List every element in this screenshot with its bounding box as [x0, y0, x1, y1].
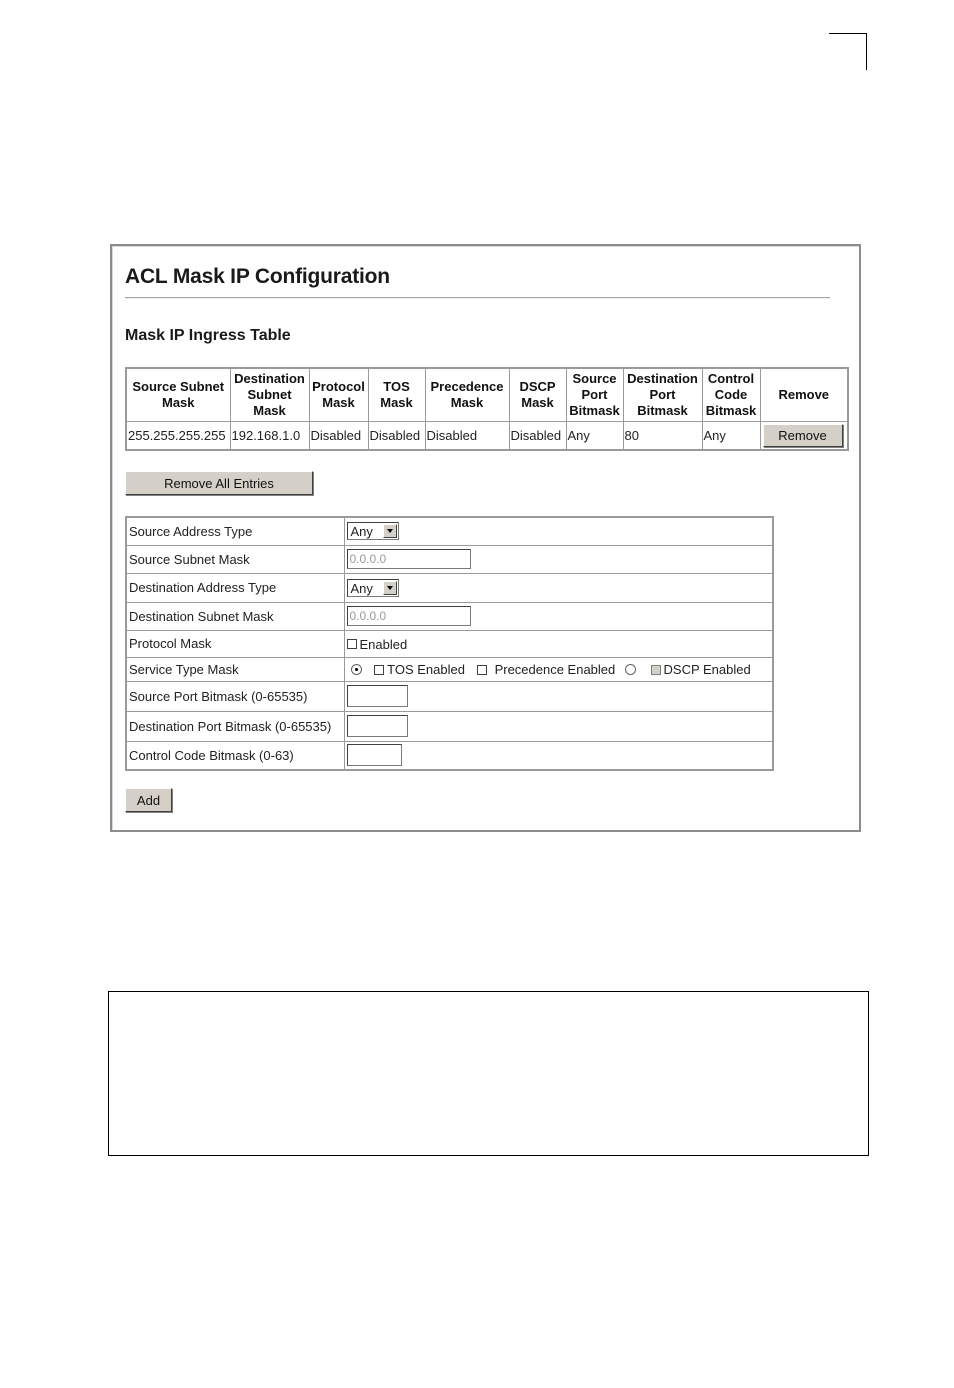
source-port-bitmask-input[interactable] — [347, 685, 408, 707]
form-row-destination-port-bitmask — [126, 711, 773, 741]
cell-control-code-bitmask: Any — [702, 422, 760, 451]
cell-source-port-bitmask: Any — [566, 422, 623, 451]
mask-entry-form — [125, 516, 774, 771]
control-code-bitmask-label: Control Code Bitmask (0-63) — [126, 741, 344, 770]
header-protocol-mask: Protocol Mask — [309, 368, 368, 422]
cell-source-subnet-mask: 255.255.255.255 — [126, 422, 230, 451]
header-source-subnet-mask: Source Subnet Mask — [126, 368, 230, 422]
header-tos-mask: TOS Mask — [368, 368, 425, 422]
service-type-mask-label: Service Type Mask — [126, 657, 344, 681]
mask-ip-ingress-table — [125, 367, 849, 451]
header-destination-subnet-mask: Destination Subnet Mask — [230, 368, 309, 422]
empty-text-box — [108, 991, 869, 1156]
section-title: Mask IP Ingress Table — [125, 327, 291, 344]
remove-row-button[interactable]: Remove — [763, 424, 843, 447]
remove-all-entries-button[interactable]: Remove All Entries — [125, 471, 313, 495]
destination-port-bitmask-label: Destination Port Bitmask (0-65535) — [126, 711, 344, 741]
source-subnet-mask-input[interactable]: 0.0.0.0 — [347, 549, 471, 569]
form-row-source-subnet-mask — [126, 545, 773, 573]
destination-subnet-mask-input[interactable]: 0.0.0.0 — [347, 606, 471, 626]
page-corner-mark — [829, 33, 867, 70]
control-code-bitmask-input[interactable] — [347, 744, 402, 766]
destination-address-type-select[interactable] — [347, 579, 399, 597]
cell-remove — [760, 422, 848, 451]
cell-destination-subnet-mask: 192.168.1.0 — [230, 422, 309, 451]
cell-destination-port-bitmask: 80 — [623, 422, 702, 451]
dscp-enabled-checkbox[interactable] — [651, 665, 661, 675]
form-row-control-code-bitmask — [126, 741, 773, 770]
header-source-port-bitmask: Source Port Bitmask — [566, 368, 623, 422]
protocol-mask-label: Protocol Mask — [126, 630, 344, 657]
header-destination-port-bitmask: Destination Port Bitmask — [623, 368, 702, 422]
cell-tos-mask: Disabled — [368, 422, 425, 451]
form-row-destination-subnet-mask — [126, 602, 773, 630]
form-row-service-type-mask — [126, 657, 773, 681]
source-address-type-select[interactable] — [347, 522, 399, 540]
form-row-source-port-bitmask — [126, 681, 773, 711]
protocol-mask-option-label: Enabled — [359, 636, 408, 652]
header-remove: Remove — [760, 368, 848, 422]
table-row — [126, 422, 848, 451]
destination-address-type-label: Destination Address Type — [126, 573, 344, 602]
destination-port-bitmask-input[interactable] — [347, 715, 408, 737]
destination-subnet-mask-label: Destination Subnet Mask — [126, 602, 344, 630]
protocol-mask-checkbox[interactable] — [347, 639, 357, 649]
source-address-type-value: Any — [350, 524, 373, 540]
source-port-bitmask-label: Source Port Bitmask (0-65535) — [126, 681, 344, 711]
cell-dscp-mask: Disabled — [509, 422, 566, 451]
destination-address-type-value: Any — [350, 580, 373, 596]
source-subnet-mask-label: Source Subnet Mask — [126, 545, 344, 573]
precedence-enabled-checkbox[interactable] — [477, 665, 487, 675]
form-row-source-address-type — [126, 517, 773, 545]
header-control-code-bitmask: Control Code Bitmask — [702, 368, 760, 422]
source-address-type-label: Source Address Type — [126, 517, 344, 545]
cell-precedence-mask: Disabled — [425, 422, 509, 451]
acl-mask-ip-panel — [110, 244, 861, 832]
title-divider — [125, 297, 830, 299]
cell-protocol-mask: Disabled — [309, 422, 368, 451]
service-type-dscp-radio[interactable] — [625, 664, 636, 675]
dscp-enabled-label: DSCP Enabled — [663, 662, 751, 678]
chevron-down-icon — [383, 524, 397, 538]
table-header-row — [126, 368, 848, 422]
chevron-down-icon — [383, 581, 397, 595]
form-row-protocol-mask — [126, 630, 773, 657]
page-title: ACL Mask IP Configuration — [125, 265, 390, 288]
precedence-enabled-label: Precedence Enabled — [494, 662, 616, 678]
form-row-destination-address-type — [126, 573, 773, 602]
header-precedence-mask: Precedence Mask — [425, 368, 509, 422]
service-type-tos-precedence-radio[interactable] — [351, 664, 362, 675]
add-button[interactable]: Add — [125, 788, 172, 812]
header-dscp-mask: DSCP Mask — [509, 368, 566, 422]
tos-enabled-checkbox[interactable] — [374, 665, 384, 675]
tos-enabled-label: TOS Enabled — [387, 662, 465, 678]
